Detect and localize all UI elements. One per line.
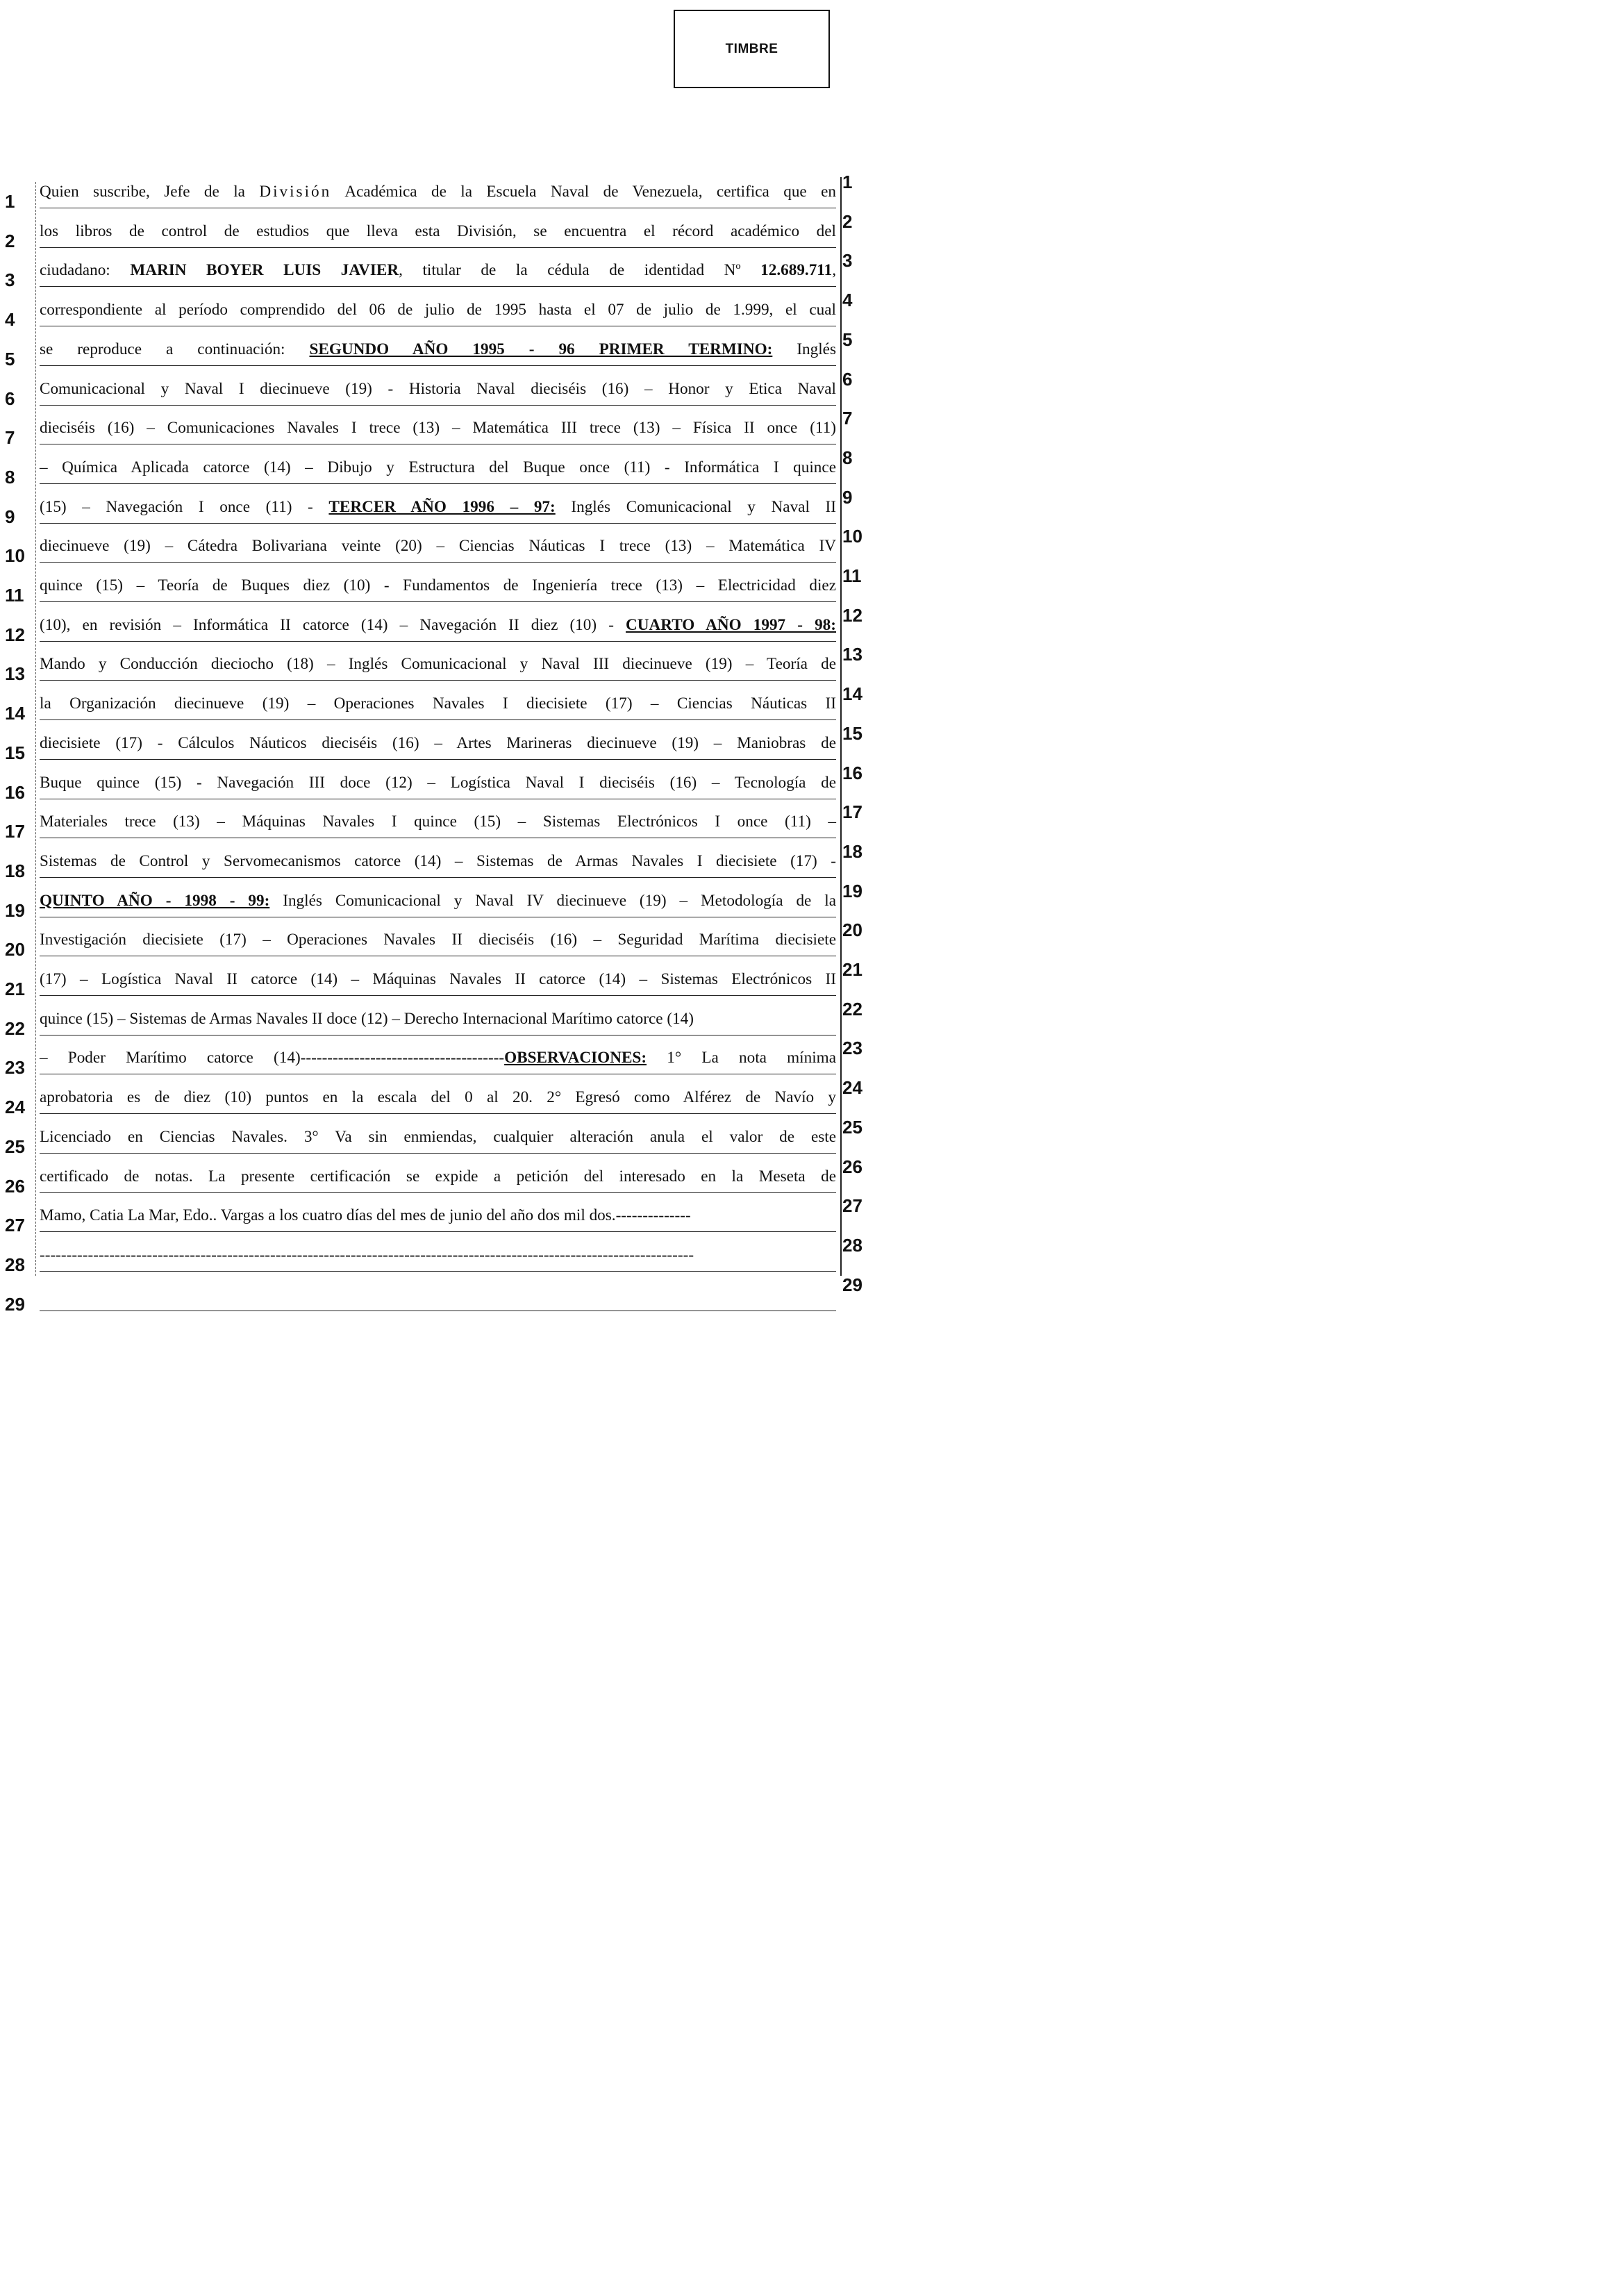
text-row bbox=[0, 998, 889, 1042]
line-number-right: 19 bbox=[842, 880, 862, 901]
certificate-line bbox=[40, 1122, 836, 1154]
certificate-line bbox=[40, 1004, 836, 1035]
line-number-left: 14 bbox=[5, 703, 25, 724]
certificate-line bbox=[40, 728, 836, 760]
line-text-segment: quince (15) – Sistemas de Armas Navales II doce (12) – Derecho Internacional Marítimo catorce (14) bbox=[40, 1009, 694, 1028]
text-row bbox=[0, 447, 889, 490]
certificate-line bbox=[40, 374, 836, 406]
line-number-right: 20 bbox=[842, 920, 862, 941]
certificate-line bbox=[40, 1279, 836, 1311]
line-number-right: 29 bbox=[842, 1274, 862, 1295]
line-text-segment: Buque quince (15) - Navegación III doce (12) – Logística Naval I dieciséis (16) – Tecnología de bbox=[40, 773, 836, 792]
text-row bbox=[0, 565, 889, 608]
line-text-segment: (17) – Logística Naval II catorce (14) – Máquinas Navales II catorce (14) – Sistemas Electrónicos II bbox=[40, 970, 836, 988]
line-text-segment: ciudadano: bbox=[40, 261, 131, 280]
certificate-page bbox=[0, 0, 889, 1315]
line-number-right: 11 bbox=[842, 565, 862, 586]
line-number-left: 11 bbox=[5, 585, 24, 606]
line-text-segment: -------------------------------------------------------------------------------------------------------------------------- bbox=[40, 1245, 694, 1264]
line-number-left: 27 bbox=[5, 1215, 25, 1236]
certificate-line bbox=[40, 531, 836, 563]
line-number-left: 21 bbox=[5, 979, 25, 999]
line-text-segment: la Organización diecinueve (19) – Operaciones Navales I diecisiete (17) – Ciencias Náuticas II bbox=[40, 694, 836, 713]
line-number-right: 6 bbox=[842, 368, 853, 390]
text-row bbox=[0, 920, 889, 963]
line-number-right: 5 bbox=[842, 328, 853, 350]
line-number-right: 2 bbox=[842, 210, 853, 232]
certificate-line bbox=[40, 570, 836, 602]
line-text-segment: quince (15) – Teoría de Buques diez (10) - Fundamentos de Ingeniería trece (13) – Electricidad diez bbox=[40, 576, 836, 594]
text-row bbox=[0, 840, 889, 884]
line-number-left: 29 bbox=[5, 1293, 25, 1315]
certificate-line bbox=[40, 1042, 836, 1074]
line-text-segment: – Química Aplicada catorce (14) – Dibujo y Estructura del Buque once (11) - Informática I quince bbox=[40, 458, 836, 476]
text-row bbox=[0, 683, 889, 726]
text-row bbox=[0, 959, 889, 1002]
text-row bbox=[0, 526, 889, 569]
certificate-line bbox=[40, 649, 836, 681]
certificate-line bbox=[40, 688, 836, 720]
line-number-right: 14 bbox=[842, 683, 862, 705]
certificate-line bbox=[40, 413, 836, 444]
line-text-segment: Comunicacional y Naval I diecinueve (19) - Historia Naval dieciséis (16) – Honor y Etica Naval bbox=[40, 379, 836, 398]
line-number-left: 22 bbox=[5, 1017, 25, 1039]
text-row bbox=[0, 722, 889, 766]
text-row bbox=[0, 250, 889, 293]
line-number-right: 8 bbox=[842, 447, 853, 468]
stamp-box bbox=[674, 10, 830, 88]
line-text-segment: diecinueve (19) – Cátedra Bolivariana veinte (20) – Ciencias Náuticas I trece (13) – Matemática IV bbox=[40, 537, 836, 556]
text-row bbox=[0, 1116, 889, 1160]
line-number-left: 24 bbox=[5, 1097, 25, 1118]
line-text-segment: se reproduce a continuación: bbox=[40, 340, 310, 358]
certificate-line bbox=[40, 1161, 836, 1193]
line-text-segment: – Poder Marítimo catorce (14)-------------------------------------- bbox=[40, 1049, 505, 1067]
line-number-left: 8 bbox=[5, 466, 15, 488]
line-number-left: 28 bbox=[5, 1254, 25, 1275]
line-number-left: 18 bbox=[5, 860, 25, 881]
text-row bbox=[0, 1077, 889, 1120]
line-text-segment: certificado de notas. La presente certificación se expide a petición del interesado en la Meseta de bbox=[40, 1167, 836, 1186]
line-number-right: 26 bbox=[842, 1156, 862, 1177]
line-text-segment: Licenciado en Ciencias Navales. 3° Va sin enmiendas, cualquier alteración anula el valor de este bbox=[40, 1127, 836, 1146]
line-number-left: 4 bbox=[5, 309, 15, 331]
line-text-segment: Materiales trece (13) – Máquinas Navales I quince (15) – Sistemas Electrónicos I once (11) – bbox=[40, 813, 836, 831]
line-number-left: 26 bbox=[5, 1175, 25, 1197]
stamp-label: TIMBRE bbox=[725, 41, 778, 56]
certificate-line bbox=[40, 334, 836, 366]
line-number-right: 10 bbox=[842, 526, 862, 547]
line-number-left: 17 bbox=[5, 821, 25, 842]
line-number-right: 28 bbox=[842, 1234, 862, 1256]
line-number-left: 20 bbox=[5, 939, 25, 960]
line-text-segment: TERCER AÑO 1996 – 97: bbox=[328, 497, 556, 516]
line-text-segment: Quien suscribe, Jefe de la bbox=[40, 183, 260, 201]
certificate-line bbox=[40, 176, 836, 208]
text-row bbox=[0, 290, 889, 333]
line-number-left: 7 bbox=[5, 427, 15, 449]
line-number-right: 24 bbox=[842, 1077, 862, 1099]
text-row bbox=[0, 1274, 889, 1317]
line-text-segment: Mamo, Catia La Mar, Edo.. Vargas a los cuatro días del mes de junio del año dos mil dos.-------------- bbox=[40, 1206, 691, 1225]
line-text-segment: dieciséis (16) – Comunicaciones Navales I trece (13) – Matemática III trece (13) – Física II once (11) bbox=[40, 419, 836, 438]
certificate-line bbox=[40, 806, 836, 838]
line-number-left: 25 bbox=[5, 1135, 25, 1157]
certificate-line bbox=[40, 255, 836, 287]
line-number-right: 21 bbox=[842, 959, 862, 980]
line-text-segment: correspondiente al período comprendido del 06 de julio de 1995 hasta el 07 de julio de 1.999, el cual bbox=[40, 301, 836, 319]
line-text-segment: QUINTO AÑO - 1998 - 99: bbox=[40, 891, 270, 910]
line-number-left: 2 bbox=[5, 230, 15, 251]
text-row bbox=[0, 368, 889, 412]
line-text-segment: 1° La nota mínima bbox=[647, 1049, 836, 1067]
line-number-left: 5 bbox=[5, 348, 15, 369]
line-number-left: 3 bbox=[5, 269, 15, 291]
line-text-segment: División bbox=[259, 183, 332, 201]
line-text-segment: MARIN BOYER LUIS JAVIER bbox=[130, 261, 399, 280]
certificate-line bbox=[40, 492, 836, 524]
line-text-segment: Investigación diecisiete (17) – Operaciones Navales II dieciséis (16) – Seguridad Marítima diecisiete bbox=[40, 931, 836, 949]
text-row bbox=[0, 604, 889, 648]
line-text-segment: Inglés bbox=[772, 340, 837, 358]
line-text-segment: OBSERVACIONES: bbox=[504, 1049, 647, 1067]
certificate-line bbox=[40, 1200, 836, 1232]
line-number-right: 22 bbox=[842, 998, 862, 1020]
line-text-segment: Mando y Conducción dieciocho (18) – Inglés Comunicacional y Naval III diecinueve (19) – Teoría de bbox=[40, 655, 836, 674]
text-row bbox=[0, 1038, 889, 1081]
line-number-left: 10 bbox=[5, 545, 25, 567]
line-text-segment: Académica de la Escuela Naval de Venezuela, certifica que en bbox=[331, 183, 836, 201]
text-row bbox=[0, 210, 889, 254]
line-number-right: 4 bbox=[842, 290, 853, 311]
certificate-line bbox=[40, 1240, 836, 1272]
line-number-right: 3 bbox=[842, 250, 853, 272]
line-text-segment: (15) – Navegación I once (11) - bbox=[40, 497, 329, 516]
line-number-right: 17 bbox=[842, 801, 862, 823]
certificate-line bbox=[40, 294, 836, 326]
line-number-right: 16 bbox=[842, 762, 862, 783]
line-number-left: 19 bbox=[5, 899, 25, 921]
text-row bbox=[0, 644, 889, 687]
certificate-line bbox=[40, 964, 836, 996]
line-text-segment: los libros de control de estudios que lleva esta División, se encuentra el récord académico del bbox=[40, 222, 836, 240]
text-row bbox=[0, 1156, 889, 1199]
line-text-segment: SEGUNDO AÑO 1995 - 96 PRIMER TERMINO: bbox=[309, 340, 773, 358]
certificate-line bbox=[40, 452, 836, 484]
line-number-left: 6 bbox=[5, 388, 15, 409]
line-number-right: 23 bbox=[842, 1038, 862, 1059]
line-number-left: 1 bbox=[5, 191, 15, 212]
certificate-line bbox=[40, 610, 836, 642]
text-row bbox=[0, 1195, 889, 1238]
text-row bbox=[0, 880, 889, 924]
line-text-segment: diecisiete (17) - Cálculos Náuticos dieciséis (16) – Artes Marineras diecinueve (19) – Maniobras de bbox=[40, 733, 836, 752]
line-number-left: 9 bbox=[5, 506, 15, 527]
line-number-right: 7 bbox=[842, 408, 853, 429]
text-row bbox=[0, 328, 889, 372]
line-text-segment: aprobatoria es de diez (10) puntos en la escala del 0 al 20. 2° Egresó como Alférez de Navío y bbox=[40, 1088, 836, 1107]
text-row bbox=[0, 801, 889, 845]
line-number-right: 9 bbox=[842, 486, 853, 508]
line-number-right: 18 bbox=[842, 840, 862, 862]
text-row bbox=[0, 408, 889, 451]
line-number-right: 25 bbox=[842, 1116, 862, 1138]
text-row bbox=[0, 172, 889, 215]
line-text-segment: , bbox=[832, 261, 837, 280]
line-text-segment: , titular de la cédula de identidad Nº bbox=[399, 261, 761, 280]
line-number-left: 12 bbox=[5, 624, 25, 645]
line-text-segment: (10), en revisión – Informática II catorce (14) – Navegación II diez (10) - bbox=[40, 615, 626, 634]
line-text-segment: Inglés Comunicacional y Naval II bbox=[555, 497, 836, 516]
certificate-line bbox=[40, 216, 836, 248]
line-number-left: 23 bbox=[5, 1057, 25, 1079]
line-number-left: 15 bbox=[5, 742, 25, 763]
text-row bbox=[0, 762, 889, 806]
line-text-segment: Inglés Comunicacional y Naval IV diecinueve (19) – Metodología de la bbox=[269, 891, 837, 910]
line-number-right: 27 bbox=[842, 1195, 862, 1217]
certificate-line bbox=[40, 924, 836, 956]
line-number-right: 13 bbox=[842, 644, 862, 665]
line-text-segment: 12.689.711 bbox=[760, 261, 833, 280]
line-text-segment: CUARTO AÑO 1997 - 98: bbox=[626, 615, 836, 634]
line-number-right: 15 bbox=[842, 722, 862, 744]
certificate-line bbox=[40, 846, 836, 878]
certificate-line bbox=[40, 1082, 836, 1114]
certificate-line bbox=[40, 885, 836, 917]
line-number-right: 1 bbox=[842, 172, 853, 192]
text-row bbox=[0, 486, 889, 530]
line-number-left: 16 bbox=[5, 781, 25, 803]
line-text-segment: Sistemas de Control y Servomecanismos catorce (14) – Sistemas de Armas Navales I diecisiete (17) - bbox=[40, 851, 836, 870]
line-number-left: 13 bbox=[5, 663, 25, 685]
line-number-right: 12 bbox=[842, 604, 862, 626]
text-row bbox=[0, 1234, 889, 1278]
certificate-line bbox=[40, 767, 836, 799]
